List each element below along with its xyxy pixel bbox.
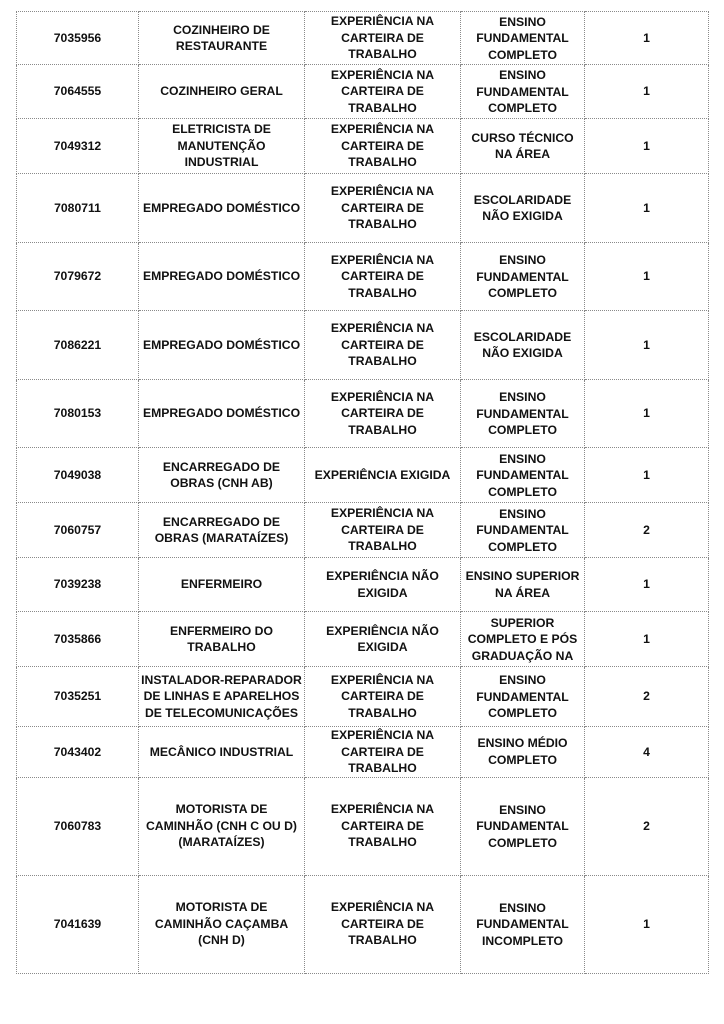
education-text: ENSINO FUNDAMENTAL COMPLETO xyxy=(476,68,569,115)
vacancies-cell: 1 xyxy=(585,558,709,612)
job-vacancies-table xyxy=(16,11,709,974)
job-code-cell: 7080153 xyxy=(17,380,139,448)
job-title-cell: COZINHEIRO GERAL xyxy=(139,65,305,119)
education-text: ENSINO FUNDAMENTAL COMPLETO xyxy=(476,802,569,850)
education-text: ENSINO FUNDAMENTAL COMPLETO xyxy=(476,253,569,300)
table-row xyxy=(17,119,709,174)
education-cell xyxy=(461,174,585,243)
vacancies-cell: 2 xyxy=(585,667,709,727)
education-cell xyxy=(461,65,585,119)
education-cell xyxy=(461,777,585,875)
job-code-cell: 7035251 xyxy=(17,667,139,727)
table-row xyxy=(17,727,709,778)
education-cell xyxy=(461,243,585,311)
table-row xyxy=(17,875,709,973)
vacancies-cell: 1 xyxy=(585,119,709,174)
experience-cell: EXPERIÊNCIA NA CARTEIRA DE TRABALHO xyxy=(305,777,461,875)
education-cell xyxy=(461,558,585,612)
experience-cell: EXPERIÊNCIA NA CARTEIRA DE TRABALHO xyxy=(305,503,461,558)
job-code-cell: 7043402 xyxy=(17,727,139,778)
job-code-cell: 7039238 xyxy=(17,558,139,612)
table-row xyxy=(17,311,709,380)
vacancies-cell: 1 xyxy=(585,311,709,380)
job-title-cell: EMPREGADO DOMÉSTICO xyxy=(139,243,305,311)
job-code-cell: 7086221 xyxy=(17,311,139,380)
education-text: ENSINO FUNDAMENTAL COMPLETO xyxy=(476,451,569,499)
job-title-cell: EMPREGADO DOMÉSTICO xyxy=(139,311,305,380)
education-text: ENSINO FUNDAMENTAL COMPLETO xyxy=(476,673,569,720)
vacancies-cell: 1 xyxy=(585,243,709,311)
job-title-cell: ENCARREGADO DE OBRAS (CNH AB) xyxy=(139,448,305,503)
education-text: ENSINO MÉDIO COMPLETO xyxy=(477,736,568,767)
vacancies-cell: 1 xyxy=(585,875,709,973)
table-row xyxy=(17,558,709,612)
education-text: SUPERIOR COMPLETO E PÓS GRADUAÇÃO NA xyxy=(467,615,578,663)
education-cell xyxy=(461,311,585,380)
education-cell xyxy=(461,12,585,65)
education-text: ENSINO SUPERIOR NA ÁREA xyxy=(465,569,580,600)
vacancies-cell: 1 xyxy=(585,174,709,243)
job-title-cell: COZINHEIRO DE RESTAURANTE xyxy=(139,12,305,65)
table-row xyxy=(17,12,709,65)
job-title-cell: ENFERMEIRO xyxy=(139,558,305,612)
job-title-cell: ENCARREGADO DE OBRAS (MARATAÍZES) xyxy=(139,503,305,558)
table-row xyxy=(17,65,709,119)
education-text: ESCOLARIDADE NÃO EXIGIDA xyxy=(473,329,572,360)
job-title-cell: MOTORISTA DE CAMINHÃO (CNH C OU D) (MARATAÍZES) xyxy=(139,777,305,875)
vacancies-cell: 2 xyxy=(585,503,709,558)
job-code-cell: 7041639 xyxy=(17,875,139,973)
education-cell xyxy=(461,448,585,503)
vacancies-cell: 1 xyxy=(585,448,709,503)
vacancies-cell: 1 xyxy=(585,12,709,65)
table-row xyxy=(17,174,709,243)
table-row xyxy=(17,667,709,727)
education-text: ENSINO FUNDAMENTAL COMPLETO xyxy=(476,390,569,437)
job-title-cell: ENFERMEIRO DO TRABALHO xyxy=(139,612,305,667)
job-code-cell: 7079672 xyxy=(17,243,139,311)
table-row xyxy=(17,612,709,667)
experience-cell: EXPERIÊNCIA NA CARTEIRA DE TRABALHO xyxy=(305,311,461,380)
experience-cell: EXPERIÊNCIA NA CARTEIRA DE TRABALHO xyxy=(305,12,461,65)
experience-cell: EXPERIÊNCIA NA CARTEIRA DE TRABALHO xyxy=(305,380,461,448)
job-title-cell: EMPREGADO DOMÉSTICO xyxy=(139,380,305,448)
job-code-cell: 7049312 xyxy=(17,119,139,174)
experience-cell: EXPERIÊNCIA NA CARTEIRA DE TRABALHO xyxy=(305,119,461,174)
table-row xyxy=(17,503,709,558)
experience-cell: EXPERIÊNCIA NA CARTEIRA DE TRABALHO xyxy=(305,243,461,311)
table-row xyxy=(17,243,709,311)
job-code-cell: 7064555 xyxy=(17,65,139,119)
table-row xyxy=(17,448,709,503)
education-text: ENSINO FUNDAMENTAL COMPLETO xyxy=(476,14,569,62)
experience-cell: EXPERIÊNCIA NA CARTEIRA DE TRABALHO xyxy=(305,667,461,727)
education-text: ESCOLARIDADE NÃO EXIGIDA xyxy=(473,192,572,223)
experience-cell: EXPERIÊNCIA NÃO EXIGIDA xyxy=(305,612,461,667)
vacancies-cell: 1 xyxy=(585,65,709,119)
experience-cell: EXPERIÊNCIA NÃO EXIGIDA xyxy=(305,558,461,612)
education-text: ENSINO FUNDAMENTAL COMPLETO xyxy=(476,506,569,554)
vacancies-cell: 1 xyxy=(585,380,709,448)
table-body xyxy=(17,12,709,974)
job-title-cell: ELETRICISTA DE MANUTENÇÃO INDUSTRIAL xyxy=(139,119,305,174)
job-title-cell: MECÂNICO INDUSTRIAL xyxy=(139,727,305,778)
job-title-cell: INSTALADOR-REPARADOR DE LINHAS E APARELHOS DE TELECOMUNICAÇÕES xyxy=(139,667,305,727)
job-code-cell: 7049038 xyxy=(17,448,139,503)
job-code-cell: 7035866 xyxy=(17,612,139,667)
experience-cell: EXPERIÊNCIA NA CARTEIRA DE TRABALHO xyxy=(305,875,461,973)
experience-cell: EXPERIÊNCIA NA CARTEIRA DE TRABALHO xyxy=(305,174,461,243)
education-cell xyxy=(461,612,585,667)
education-text: ENSINO FUNDAMENTAL INCOMPLETO xyxy=(476,900,569,948)
education-cell xyxy=(461,875,585,973)
education-cell xyxy=(461,119,585,174)
vacancies-cell: 4 xyxy=(585,727,709,778)
job-code-cell: 7080711 xyxy=(17,174,139,243)
experience-cell: EXPERIÊNCIA NA CARTEIRA DE TRABALHO xyxy=(305,65,461,119)
table-row xyxy=(17,777,709,875)
education-cell xyxy=(461,667,585,727)
job-code-cell: 7060757 xyxy=(17,503,139,558)
education-text: CURSO TÉCNICO NA ÁREA xyxy=(471,130,574,161)
education-cell xyxy=(461,380,585,448)
education-cell xyxy=(461,727,585,778)
education-cell xyxy=(461,503,585,558)
table-row xyxy=(17,380,709,448)
experience-cell: EXPERIÊNCIA NA CARTEIRA DE TRABALHO xyxy=(305,727,461,778)
job-title-cell: MOTORISTA DE CAMINHÃO CAÇAMBA (CNH D) xyxy=(139,875,305,973)
job-code-cell: 7060783 xyxy=(17,777,139,875)
experience-cell: EXPERIÊNCIA EXIGIDA xyxy=(305,448,461,503)
job-code-cell: 7035956 xyxy=(17,12,139,65)
vacancies-cell: 2 xyxy=(585,777,709,875)
job-title-cell: EMPREGADO DOMÉSTICO xyxy=(139,174,305,243)
vacancies-cell: 1 xyxy=(585,612,709,667)
